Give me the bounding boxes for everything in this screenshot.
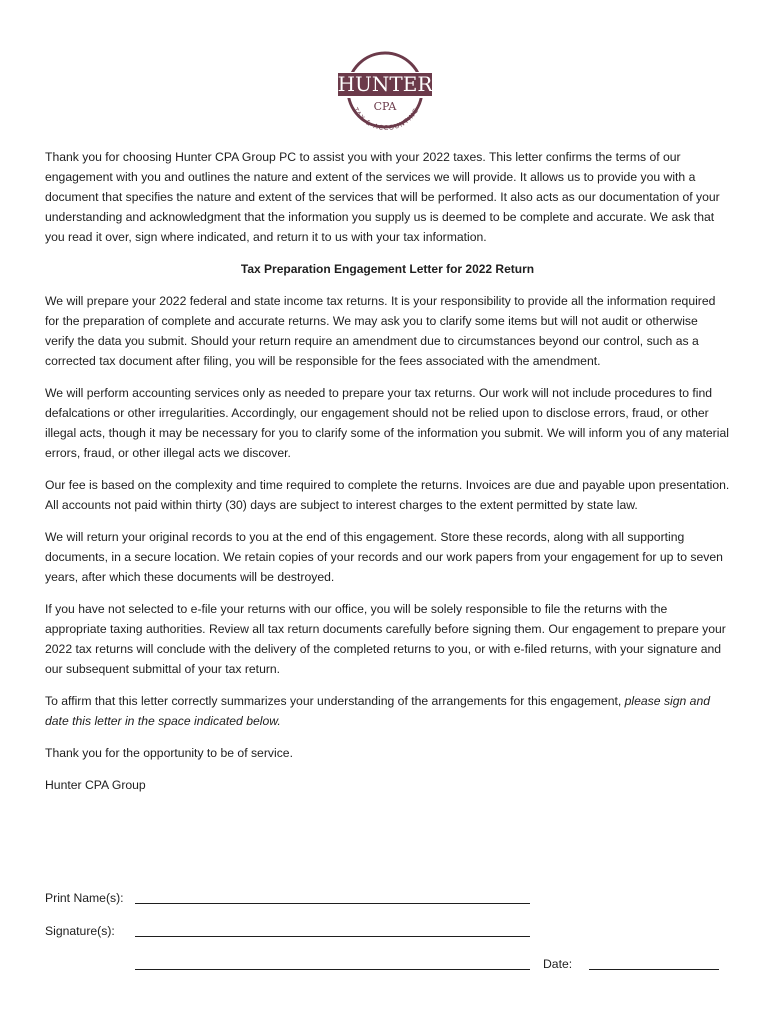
date-label: Date: [543,957,573,971]
paragraph-preparation: We will prepare your 2022 federal and state income tax returns. It is your responsibility to provide all the information required for the preparation of complete and accurate returns. We may ask you to clarify some items but will not audit or otherwise verify the data you submit. Should your return require an amendment due to circumstances beyond our control, such as a corrected tax document after filing, you will be responsible for the fees associated with the amendment. [45,294,716,368]
signature-line[interactable] [135,921,530,937]
letter-title: Tax Preparation Engagement Letter for 2022 Return [240,262,535,276]
date-line[interactable] [589,954,719,970]
print-name-line[interactable] [135,888,530,904]
logo-name: HUNTER [337,72,433,96]
paragraph-efile: If you have not selected to e-file your returns with our office, you will be solely responsible to file the returns with the appropriate taxing authorities. Review all tax return documents carefully before signing them. Our engagement to prepare your 2022 tax returns will conclude with the delivery of the completed returns to you, or with e-filed returns, with your signature and our subsequent submittal of your tax return. [45,602,726,676]
second-signature-line[interactable] [135,954,530,970]
intro-paragraph: Thank you for choosing Hunter CPA Group PC to assist you with your 2022 taxes. This letter confirms the terms of our engagement with you and outlines the nature and extent of the services we will provide. It allows us to provide you with a document that specifies the nature and extent of the services that will be performed. It also acts as our documentation of your understanding and acknowledgment that the information you supply us is deemed to be complete and accurate. We ask that you read it over, sign where indicated, and return it to us with your tax information. [45,150,720,244]
closing-signature: Hunter CPA Group [45,778,146,792]
paragraph-affirm [45,691,730,731]
paragraph-accounting-services: We will perform accounting services only as needed to prepare your tax returns. Our work will not include procedures to find defalcations or other irregularities. Accordingly, our engagement should not be relied upon to disclose errors, fraud, or other illegal acts, though it may be necessary for you to clarify some of the information you submit. We will inform you of any material errors, fraud, or other illegal acts we discover. [45,386,729,460]
paragraph-fees: Our fee is based on the complexity and time required to complete the returns. Invoices are due and payable upon presentation. All accounts not paid within thirty (30) days are subject to interest charges to the extent permitted by state law. [45,478,730,512]
logo-sub: CPA [373,100,397,113]
paragraph-records: We will return your original records to you at the end of this engagement. Store these records, along with all supporting documents, in a secure location. We retain copies of your records and our work papers from your engagement for up to seven years, after which these documents will be destroyed. [45,530,723,584]
affirm-text: To affirm that this letter correctly summarizes your understanding of the arrangements for this engagement, [45,694,625,708]
hunter-cpa-logo [336,48,434,134]
print-name-label: Print Name(s): [45,891,124,905]
paragraph-thanks: Thank you for the opportunity to be of service. [45,746,293,760]
signature-label: Signature(s): [45,924,115,938]
affirm-italic: please sign and date this letter in the space indicated below. [45,694,711,728]
letter-body [45,147,730,807]
logo-tagline: TAX & ACCOUNTING [351,106,421,133]
